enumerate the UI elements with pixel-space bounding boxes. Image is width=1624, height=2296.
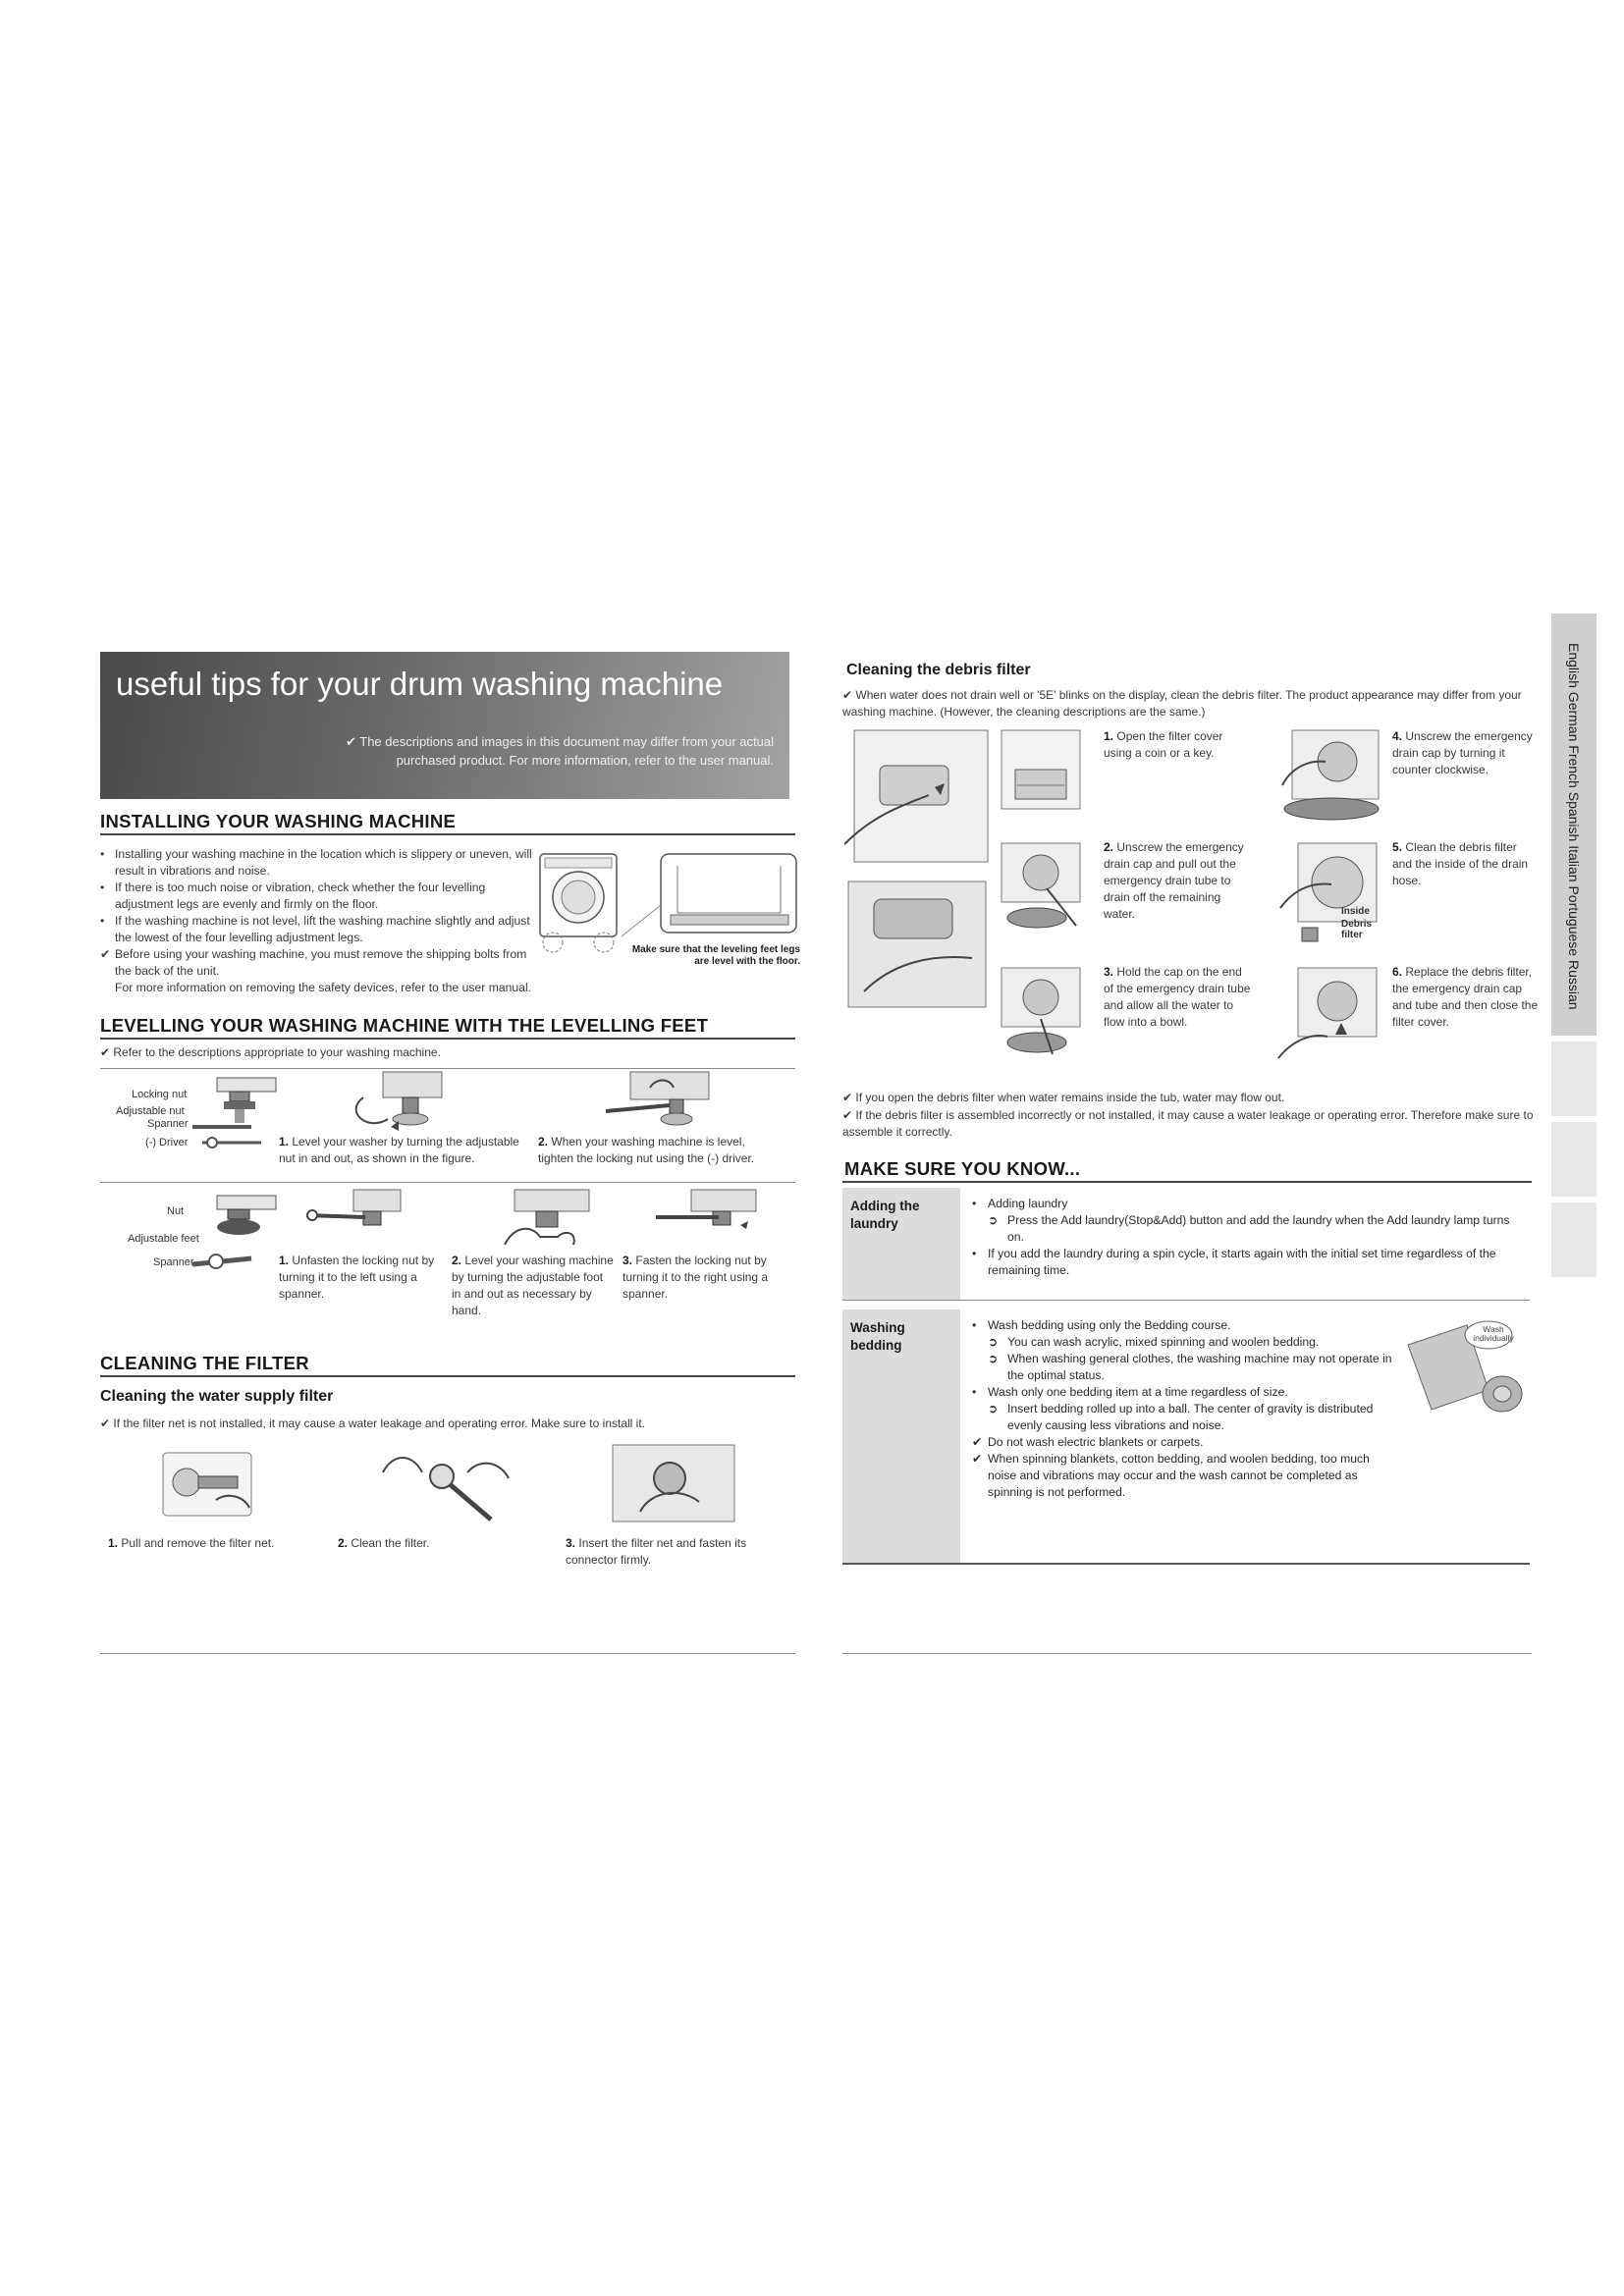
page-footer-line (842, 1653, 1532, 1654)
list-item: ➲ Press the Add laundry(Stop&Add) button and add the laundry when the Add laundry lamp turns on. (988, 1213, 1510, 1244)
pull-filter-illustration (157, 1443, 255, 1523)
leveling-caption: Make sure that the leveling feet legs are level with the floor. (631, 944, 800, 967)
list-item: • Wash only one bedding item at a time regardless of size. (972, 1385, 1288, 1399)
water-supply-filter-heading: Cleaning the water supply filter (100, 1388, 334, 1405)
filter-step-3: 3. Insert the filter net and fasten its connector firmly. (566, 1536, 747, 1567)
hand-adjust-foot-illustration (485, 1186, 593, 1251)
label-driver: (-) Driver (145, 1137, 189, 1148)
list-item: • If there is too much noise or vibration, check whether the four levelling adjustment legs are evenly and firmly on the floor. (100, 881, 486, 911)
make-sure-heading: MAKE SURE YOU KNOW... (844, 1158, 1081, 1179)
label-locking-nut: Locking nut (132, 1089, 188, 1100)
more-info-text: For more information on removing the safety devices, refer to the user manual. (115, 981, 532, 994)
inside-label: Inside (1341, 906, 1370, 917)
list-item: ✔ Do not wash electric blankets or carpets. (972, 1435, 1204, 1449)
debris-warning-1: ✔ If you open the debris filter when water remains inside the tub, water may flow out. (842, 1091, 1285, 1104)
debris-step-3: 3. Hold the cap on the end of the emergency drain tube and allow all the water to flow into a bowl. (1104, 965, 1251, 1029)
divider (842, 1181, 1532, 1183)
page-footer-line (100, 1653, 795, 1654)
table-row (842, 1188, 1530, 1301)
debris-step-1: 1. Open the filter cover using a coin or a key. (1104, 729, 1223, 760)
make-sure-table (842, 1188, 1532, 1563)
debris-filter-note: ✔ When water does not drain well or '5E' blinks on the display, clean the debris filter. The product appearance may differ from your washing machine. (However, the cleaning descriptions are the same.) (842, 688, 1522, 719)
levelling-heading: LEVELLING YOUR WASHING MACHINE WITH THE LEVELLING FEET (100, 1015, 709, 1036)
banner-note: ✔ The descriptions and images in this document may differ from your actual purchased product. For more information, refer to the user manual. (345, 734, 774, 768)
language-tab[interactable] (1551, 1122, 1597, 1197)
list-item: • Wash bedding using only the Bedding course. (972, 1318, 1231, 1332)
step6-illustration (1272, 964, 1380, 1072)
list-item: ✔ Before using your washing machine, you must remove the shipping bolts from the back of the unit. (100, 947, 527, 978)
row-header: Washing bedding (842, 1309, 960, 1563)
label-adjustable-nut: Adjustable nut (116, 1105, 185, 1117)
step4-illustration (1272, 726, 1380, 823)
step3-illustration (998, 964, 1084, 1062)
debris-step-4: 4. Unscrew the emergency drain cap by turning it counter clockwise. (1392, 729, 1533, 776)
cleaning-heading: CLEANING THE FILTER (100, 1353, 309, 1373)
list-item: • Adding laundry (972, 1197, 1068, 1210)
document-title: useful tips for your drum washing machine (116, 666, 724, 702)
filter-step-1: 1. Pull and remove the filter net. (108, 1536, 275, 1550)
language-list: English German French Spanish Italian Portuguese Russian (1566, 643, 1582, 1010)
washer-leveling-illustration (535, 846, 800, 954)
divider (100, 1182, 795, 1183)
table-row (842, 1309, 1530, 1565)
language-tab[interactable] (1551, 1202, 1597, 1277)
list-item: • If you add the laundry during a spin cycle, it starts again with the initial set time regardless of the remaining time. (972, 1247, 1496, 1277)
title-banner (100, 652, 789, 799)
filter-cover-illustration (844, 726, 992, 1011)
label-spanner-b: Spanner (153, 1256, 194, 1268)
installing-heading: INSTALLING YOUR WASHING MACHINE (100, 811, 457, 831)
language-tab[interactable] (1551, 1041, 1597, 1116)
label-spanner: Spanner (147, 1118, 189, 1130)
list-item: ➲ Insert bedding rolled up into a ball. The center of gravity is distributed evenly causing less vibrations and noise. (988, 1402, 1374, 1432)
divider (100, 1038, 795, 1040)
insert-filter-illustration (611, 1443, 738, 1523)
levelling-step-a1: 1. Level your washer by turning the adjustable nut in and out, as shown in the figure. (279, 1135, 519, 1165)
levelling-step-b2: 2. Level your washing machine by turning the adjustable foot in and out as necessary by hand. (452, 1254, 614, 1317)
label-adjustable-feet: Adjustable feet (128, 1233, 199, 1245)
fasten-nut-illustration (652, 1186, 760, 1251)
debris-step-2: 2. Unscrew the emergency drain cap and pull out the emergency drain tube to drain off the remaining water. (1104, 840, 1244, 921)
label-nut: Nut (167, 1205, 185, 1217)
filter-step-2: 2. Clean the filter. (338, 1536, 430, 1550)
list-item: • If the washing machine is not level, lift the washing machine slightly and adjust the lowest of the four levelling adjustment legs. (100, 914, 530, 944)
list-item: • Installing your washing machine in the location which is slippery or uneven, will result in vibrations and noise. (100, 847, 532, 878)
list-item: ✔ When spinning blankets, cotton bedding, and woolen bedding, too much noise and vibrations may occur and the wash cannot be completed as spinning is not performed. (972, 1452, 1370, 1499)
levelling-note: ✔ Refer to the descriptions appropriate to your washing machine. (100, 1045, 441, 1059)
debris-warning-2: ✔ If the debris filter is assembled incorrectly or not installed, it may cause a water leakage or operating error. Therefore make sure to assemble it correctly. (842, 1108, 1534, 1139)
levelling-step-a2: 2. When your washing machine is level, tighten the locking nut using the (-) driver. (538, 1135, 755, 1165)
step1-illustration (998, 726, 1084, 813)
divider (100, 833, 795, 835)
adjustable-feet-diagram (192, 1190, 281, 1288)
divider (100, 1375, 795, 1377)
clean-filter-illustration (373, 1443, 515, 1523)
row-header: Adding the laundry (842, 1188, 960, 1300)
row-content (962, 1188, 1530, 1300)
list-item: ➲ You can wash acrylic, mixed spinning and woolen bedding. (988, 1335, 1320, 1349)
step2-illustration (998, 839, 1084, 937)
list-item: ➲ When washing general clothes, the washing machine may not operate in the optimal status. (988, 1352, 1392, 1382)
debris-filter-heading: Cleaning the debris filter (846, 662, 1031, 678)
bag-label: Wash individually (1473, 1324, 1514, 1343)
debris-step-6: 6. Replace the debris filter, the emergency drain cap and tube and then close the filter cover. (1392, 965, 1539, 1029)
debris-filter-label: Debris filter (1341, 919, 1373, 940)
leveling-feet-diagram (192, 1072, 281, 1170)
debris-step-5: 5. Clean the debris filter and the inside of the drain hose. (1392, 840, 1529, 887)
unfasten-nut-illustration (304, 1186, 403, 1251)
water-supply-filter-note: ✔ If the filter net is not installed, it may cause a water leakage and operating error. Make sure to install it. (100, 1416, 645, 1430)
levelling-step-b1: 1. Unfasten the locking nut by turning it to the left using a spanner. (279, 1254, 435, 1301)
installing-list (100, 846, 532, 996)
levelling-step-b3: 3. Fasten the locking nut by turning it to the right using a spanner. (623, 1254, 769, 1301)
